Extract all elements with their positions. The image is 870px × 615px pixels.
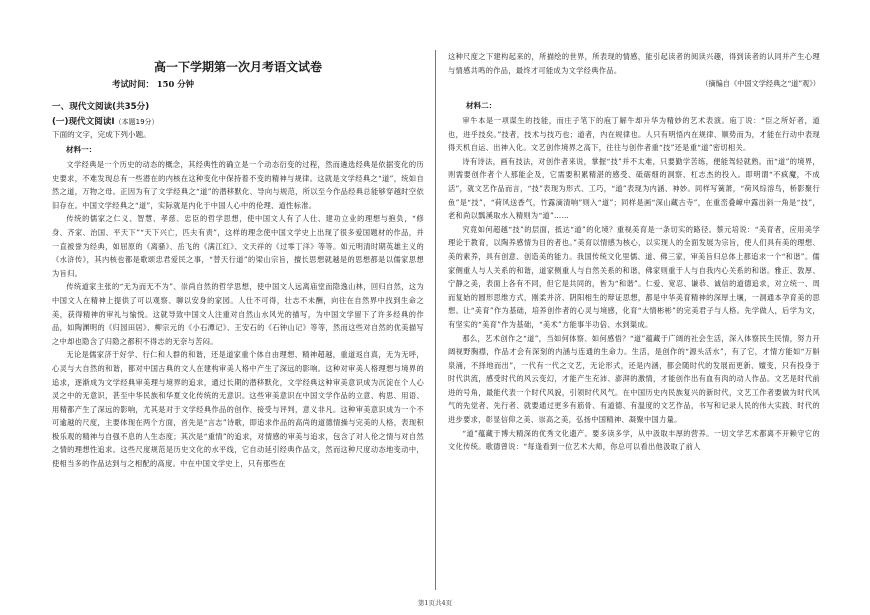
paragraph: 传统的儒家之仁义、智慧、孝慈、忠臣的哲学思想，使中国文人有了人仕、建功立业的理想与抱负，“修身、齐家、治国、平天下”“天下兴亡，匹夫有责”，这样的理念使中国文学史上出现了很多爱国题材的作品，并一直被誉为经典，如屈原的《离骚》、岳飞的《满江红》、文天祥的《过零丁洋》等等。如元明清时期英雄主义的《水浒传》，其内核也都是歌颂忠君爱民之事，“替天行道”的梁山宗旨，擅长思想就越是的思想都是以儒家思想为旨归。 [52, 214, 424, 278]
paragraph: 究竟如何超越“技”的层面，抵达“道”的化境？重视美育是一条切实的路径。蔡元培说：“美育者，应用美学理论于教育，以陶养感情为目的者也。”美育以情感为核心，以实现人的全面发展为宗旨，使人们具有美的理想、美的素养，具有创意、创造美的能力。我国传统文化里儒、道、佛三家，审美旨归总体上都追求一个“和谐”。儒家侧重人与人关系的和谐，道家侧重人与自然关系的和谐，佛家则重于人与自我内心关系的和谐。雅正、敦厚、宁静之美，表面上各有不同，但它是共同的，皆为“和谐”。仁爱、宽忍、谦恭、诚信的道德追求，对立统一、周而复始的圆形思维方式，刚柔并济、阴阳相生的辩证思想，都是中华美育精神的深厚土壤，一洞通本孕育美的思想。让“美育”作为基础，培养创作者的心灵与境感，化育“大情彬彬”的完美君子与人格。先学做人，后学为文，有坚实的“美育”作为基础，“美术”方能事半功倍、水到渠成。 [448, 224, 820, 329]
left-column-body [52, 158, 424, 471]
exam-time: 考试时间： 150 分钟 [112, 79, 194, 89]
paragraph: 文学经典是一个历史的动态的概念，其经典性的确立是一个动态衍变的过程，然而遴选经典是依据变化的历史要求，不难发现总有一些潜在的内核在这种变化中保持着不变的精神与规律。这就是文学经典之“道”，统如自然之道，万物之母。正因为有了文学经典之“道”的潜移默化、导向与规范，所以至今作品经典总能够穿越时空依旧存在。中国文学经典之“道”，实际就是内化于中国人心中的伦理、道性标准。 [52, 160, 424, 210]
right-column-body [448, 114, 820, 454]
material1-label: 材料一： [66, 145, 97, 154]
section-heading: 一、现代文阅读(共35分) [52, 102, 150, 112]
paragraph: 这种尺度之下建构起来的，所描绘的世界，所表现的情感，能引起读者的阅读兴趣，得到读者的认同并产生心理与情感共鸣的作品，最终才可能成为文学经典作品。 [448, 52, 820, 75]
subsection-note: （本题19分） [114, 118, 159, 126]
instruction-text: 下面的文字，完成下列小题。 [52, 130, 151, 139]
paragraph: 无论是儒家济于好学、行仁和人群的和谐，还是道家重个体自由理想、精神超越，重道返自真，无为无呼，心灵与大自然的和谐，都对中国古典的文人在建构审美人格中产生了深远的影响。这种对审美人格理想与境界的追求，逐渐成为文学经典审美理与境界的追求，通过长期的潜移默化，文学经典这种审美意识成为沉淀在个人心灵之中的无意识，甚至中华民族和华夏文化传统的无意识。这些审美意识在中国文学作品的立意、构思、用语、用精都产生了深远的影响，尤其是对于文学经典作品的创作、接受与评判，意义非凡。这种审美意识成为一个不可逾越的尺度，主要体现在两个方面，首先是“言志”诗歌，即追求作品的高尚的道德情操与完美的人格，表现积极乐观的精神与自强不息的人生态度；其次是“重情”的追求，对情感的审美与追求，包含了对人伦之情与对自然之情的理想性追求。这些尺度规范是历史文化的水平线，它自动延引经典作品文，然而这种尺度动态地变动中，使相当多的作品达到与之相配的高度。中在中国文学史上，只有那些在 [52, 350, 424, 469]
right-column-top [448, 50, 820, 77]
paragraph: 传统道家主张的“无为而无不为”、崇尚自然的哲学思想，使中国文人远离庙堂而隐逸山林，回归自然，这为中国文人在精神上提供了可以观察、聊以安身的家园。人仕不可得，壮志不未酬，向往在自然界中找到生命之美，获得精神的审礼与愉悦。这就导致中国文人注重对自然山水风光的描写，为中国文学留下了许多经典的作品，如陶渊明的《归园田居》、柳宗元的《小石潭记》、王安石的《石钟山记》等等，然而这些对自然的优美描写之中却也隐含了归隐之都积不得志的无奈与苦闷。 [52, 282, 424, 346]
paragraph: 诗有诗法，画有技法，对创作者来说，掌握“技”并不太难，只要勤学苦练，便能驾轻就熟。而“道”的境界，则需要创作者个人那能企及，它需要积累精湛的感受、砥砺细的洞察、杠志杰的投入。即明谓“不疯魔，不成活”，就文艺作品而言，“技”表现为形式、工巧，“道”表现为内涵、神妙。同样写簧萧，“荷风综溶鸟，桥影聚行鱼”是“技”，“荷风送香气，竹露滴清响”则入“道”；同样是画“深山藏古寺”，在重峦叠嶂中露出斜一角是“技”，老和尚以瓢溪取水入精则为“道”…… [448, 156, 820, 221]
material2-label: 材料二： [466, 101, 497, 110]
paragraph: 那么，艺术创作之“道”，当如何体察、如何感悟？“道”蕴藏于广阔的社会生活，深入体察民生民情，努力开阔视野胸襟，作品才会有深刻的内涵与连通的生命力。生活，是创作的“源头活水”，有了它，才情方能如“万斛泉涌，不择地而出”，一代有一代之文艺，无论形式，还是内涵，都会随时代的发展而更新、嬗变，只有投身于时代洪流，感受时代的风云变幻，才能产生充沛、澎湃的激情，才能创作出有血有肉的动人作品。文艺是时代前进的号角，最能代表一个时代风貌，引领时代风气。在中国历史内民族复兴的新时代，文艺工作者要做为时代风气的先觉者、先行者、就要通过更多有筋骨、有道德、有温度的文艺作品，书写和记录人民的伟大实践、时代的进步要求，彰显信仰之美、崇高之美，弘扬中国精神、凝聚中国力量。 [448, 333, 820, 425]
paragraph: “道”蕴藏于博大精深的优秀文化遗产。要多读多学，从中汲取丰厚的营养。一切文学艺术都离不开赖守它的文化传统。歌德曾说：“每逢看到一位艺术大师，你总可以看出他汲取了前人 [448, 428, 820, 452]
subsection-label: (一)现代文阅读Ⅰ [52, 117, 115, 127]
column-divider [435, 50, 436, 590]
page-number: 第1页共4页 [417, 599, 453, 607]
page-title: 高一下学期第一次月考语文试卷 [153, 60, 322, 74]
paragraph: 审牛本是一项谋生的技能，而庄子笔下的庖丁解牛却升华为精妙的艺术表演。庖丁说：“臣之所好者，道也，进乎技矣。”技者，技术与技巧也；道者，内在规律也。人只有明悟内在规律、顺势而为，才能在行动中表现得天机自运、出神入化。文艺创作境界之高下，往往与创作者重“技”还是重“道”密切相关。 [448, 116, 820, 153]
source-citation: （摘编自《中国文学经典之“道”观》） [701, 79, 820, 88]
subsection-heading [52, 115, 159, 127]
